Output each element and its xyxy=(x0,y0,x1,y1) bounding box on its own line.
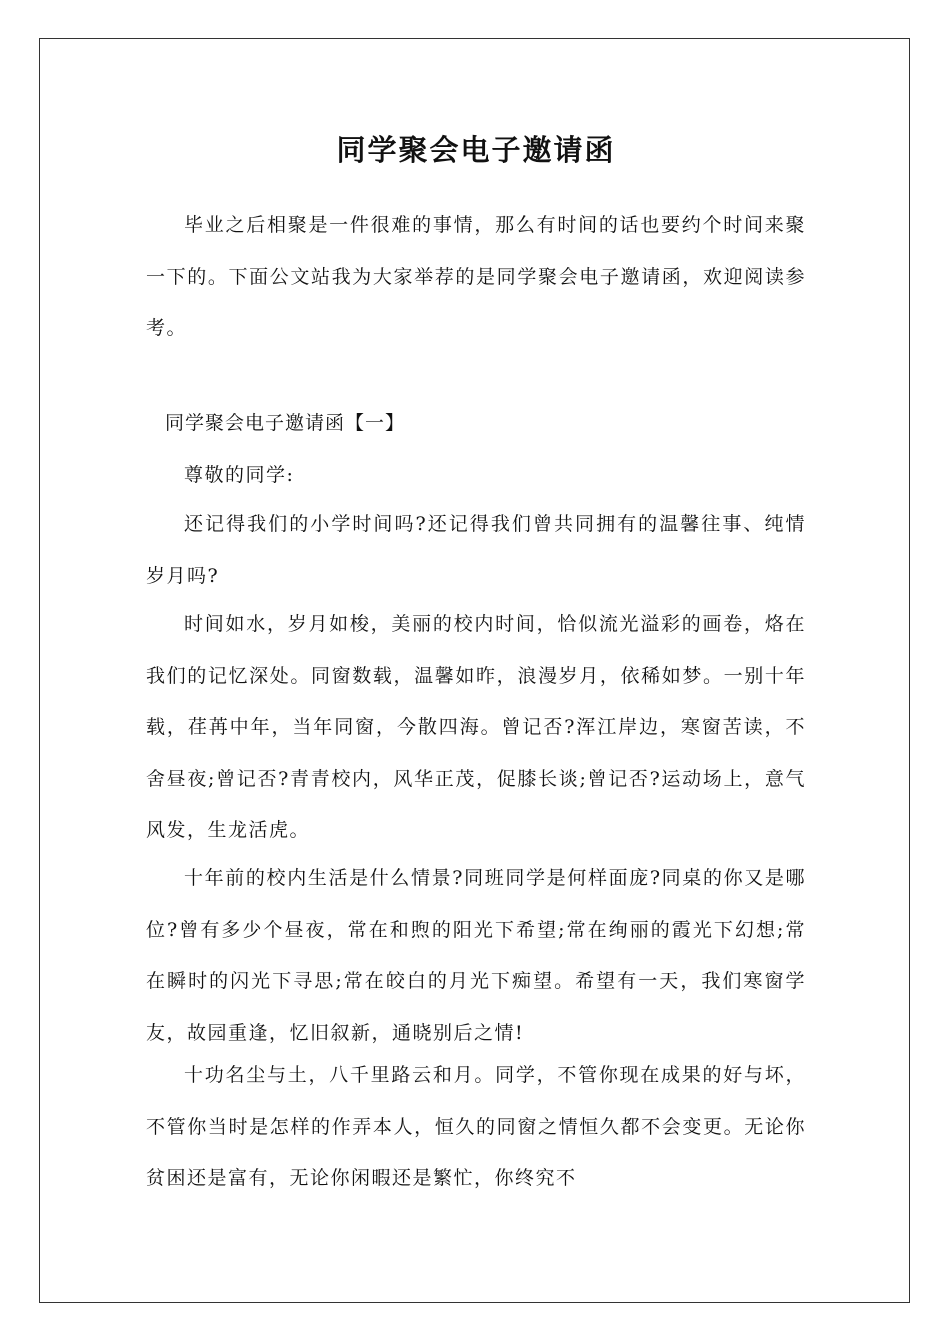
section-heading: 同学聚会电子邀请函【一】 xyxy=(165,412,406,434)
body-paragraph: 十年前的校内生活是什么情景?同班同学是何样面庞?同桌的你又是哪位?曾有多少个昼夜，常在和煦的阳光下希望;常在绚丽的霞光下幻想;常在瞬时的闪光下寻思;常在皎白的月光下痴望。希望有一天，我们寒窗学友，故园重逢，忆旧叙新，通晓别后之情! xyxy=(146,867,806,1044)
body-paragraph: 时间如水，岁月如梭，美丽的校内时间，恰似流光溢彩的画卷，烙在我们的记忆深处。同窗数载，温馨如昨，浪漫岁月，依稀如梦。一别十年载，荏苒中年，当年同窗，今散四海。曾记否?浑江岸边，寒窗苦读，不舍昼夜;曾记否?青青校内，风华正茂，促膝长谈;曾记否?运动场上，意气风发，生龙活虎。 xyxy=(146,613,806,841)
document-title: 同学聚会电子邀请函 xyxy=(336,133,616,167)
body-paragraph: 还记得我们的小学时间吗?还记得我们曾共同拥有的温馨往事、纯情岁月吗? xyxy=(146,513,806,587)
body-paragraph: 十功名尘与土，八千里路云和月。同学，不管你现在成果的好与坏，不管你当时是怎样的作弄本人，恒久的同窗之情恒久都不会变更。无论你贫困还是富有，无论你闲暇还是繁忙，你终究不 xyxy=(146,1064,806,1189)
intro-paragraph: 毕业之后相聚是一件很难的事情，那么有时间的话也要约个时间来聚一下的。下面公文站我为大家举荐的是同学聚会电子邀请函，欢迎阅读参考。 xyxy=(146,214,806,339)
greeting: 尊敬的同学: xyxy=(184,464,295,486)
